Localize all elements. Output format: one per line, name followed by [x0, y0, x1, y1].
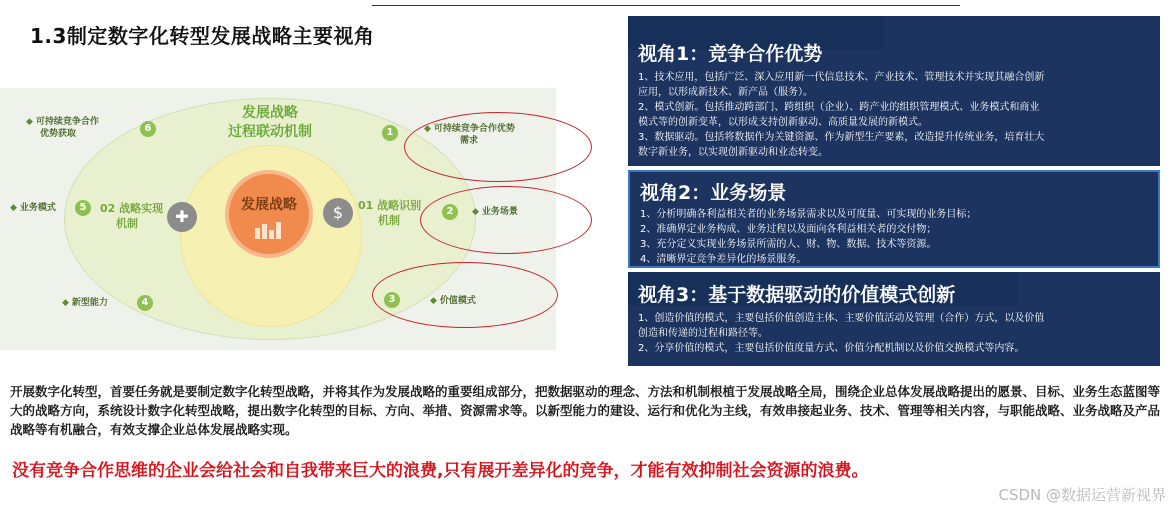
left-mech-line-1: 02 战略实现 [100, 202, 164, 215]
money-bag-icon: $ [323, 198, 353, 228]
page-title: 1.3制定数字化转型发展战略主要视角 [30, 24, 375, 48]
item-1-line-1: 可持续竞争合作优势 [433, 124, 515, 134]
perspective-1-line: 模式等的创新变革，以形成支持创新驱动、高质量发展的新模式。 [638, 117, 928, 128]
perspective-1-line: 数字新业务，以实现创新驱动和业态转变。 [638, 147, 828, 158]
core-label: 发展战略 [241, 197, 297, 213]
perspective-1-line: 1、技术应用，包括广泛、深入应用新一代信息技术、产业技术、管理技术并实现其融合创新 [638, 72, 1045, 83]
item-label-6 [26, 116, 99, 140]
left-mech-line-2: 机制 [116, 217, 138, 230]
perspective-3-line: 2、分享价值的模式，主要包括价值度量方式、价值分配机制以及价值交换模式等内容。 [638, 343, 1025, 354]
left-mechanism-label [100, 201, 163, 231]
center-title-line-2: 过程联动机制 [228, 124, 312, 140]
item-number-5: 5 [75, 200, 91, 216]
highlight-oval-2 [420, 186, 592, 254]
perspective-1-items [638, 70, 1044, 160]
building-chart-icon [254, 220, 282, 240]
puzzle-icon: ✚ [167, 202, 197, 232]
perspective-2-title: 视角2：业务场景 [640, 182, 787, 204]
perspective-1-line: 3、数据驱动。包括将数据作为关键资源、作为新型生产要素，改造提升传统业务，培育壮大 [638, 132, 1045, 143]
item-4-line-1: 新型能力 [71, 298, 108, 308]
item-number-6: 6 [140, 121, 156, 137]
item-6-line-1: 可持续竞争合作 [35, 117, 99, 127]
diagram-center-title [170, 104, 370, 142]
highlight-oval-3 [372, 262, 558, 328]
right-mech-line-1: 01 战略识别 [358, 199, 422, 212]
perspective-1-box [628, 16, 1160, 166]
perspective-3-line: 创造和传递的过程和路径等。 [638, 328, 768, 339]
item-3-line-1: 价值模式 [439, 296, 476, 306]
watermark: CSDN @数据运营新视界 [998, 486, 1166, 504]
item-1-line-2: 需求 [460, 136, 479, 146]
perspective-1-line: 应用，以形成新技术、新产品（服务）。 [638, 87, 813, 98]
item-number-1: 1 [382, 125, 398, 141]
highlight-statement: 没有竞争合作思维的企业会给社会和自我带来巨大的浪费,只有展开差异化的竞争，才能有效抑制社会资源的浪费。 [12, 461, 869, 481]
right-mech-line-2: 机制 [378, 214, 400, 227]
right-mechanism-label [358, 198, 421, 228]
item-2-line-1: 业务场景 [481, 207, 518, 217]
item-number-3: 3 [384, 292, 400, 308]
diamond-bullet-icon: ◆ [424, 124, 431, 134]
item-label-5 [10, 202, 56, 214]
diamond-bullet-icon: ◆ [10, 203, 17, 213]
perspective-2-line: 4、清晰界定竞争差异化的场景服务。 [640, 254, 807, 265]
perspective-3-line: 1、创造价值的模式，主要包括价值创造主体、主要价值活动及管理（合作）方式，以及价值 [638, 313, 1045, 324]
item-number-2: 2 [442, 204, 458, 220]
item-number-4: 4 [137, 295, 153, 311]
item-6-line-2: 优势获取 [40, 129, 77, 139]
diamond-bullet-icon: ◆ [62, 298, 69, 308]
perspective-2-line: 1、分析明确各利益相关者的业务场景需求以及可度量、可实现的业务目标； [640, 209, 977, 220]
perspective-3-items [638, 311, 1044, 356]
core-circle [229, 174, 309, 254]
perspective-2-line: 3、充分定义实现业务场景所需的人、财、物、数据、技术等资源。 [640, 239, 937, 250]
diamond-bullet-icon: ◆ [472, 207, 479, 217]
diamond-bullet-icon: ◆ [26, 117, 33, 127]
diamond-bullet-icon: ◆ [430, 296, 437, 306]
item-5-line-1: 业务模式 [19, 203, 56, 213]
perspective-1-line: 2、模式创新。包括推动跨部门、跨组织（企业）、跨产业的组织管理模式、业务模式和商业 [638, 102, 1040, 113]
perspective-2-line: 2、准确界定业务构成、业务过程以及面向各利益相关者的交付物； [640, 224, 937, 235]
perspective-2-items [640, 207, 976, 267]
highlight-oval-1 [404, 112, 592, 182]
item-label-4 [62, 297, 108, 309]
perspective-1-title: 视角1：竞争合作优势 [638, 43, 823, 65]
perspective-3-box [628, 272, 1160, 366]
center-title-line-1: 发展战略 [242, 105, 298, 121]
top-divider-line [372, 5, 960, 6]
perspective-3-title: 视角3：基于数据驱动的价值模式创新 [638, 284, 956, 306]
perspective-2-box [628, 170, 1160, 268]
body-paragraph: 开展数字化转型，首要任务就是要制定数字化转型战略，并将其作为发展战略的重要组成部分，把数据驱动的理念、方法和机制根植于发展战略全局，围绕企业总体发展战略提出的愿景、目标、业务生态蓝图等大的战略方向，系统设计数字化转型战略，提出数字化转型的目标、方向、举措、资源需求等。以新型能力的建设、运行和优化为主线，有效串接起业务、技术、管理等相关内容，与职能战略、业务战略及产品战略等有机融合，有效支撑企业总体发展战略实现。 [10, 384, 1161, 437]
